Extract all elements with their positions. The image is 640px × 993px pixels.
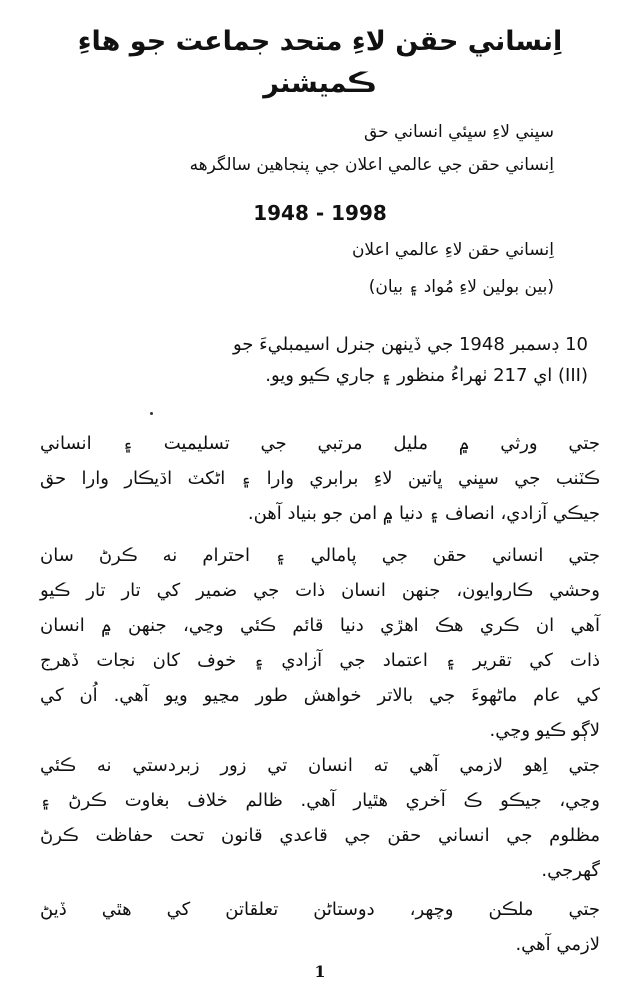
body-line: ذات کي تقرير ۽ اعتماد جي آزادي ۽ خوف کان نجات ڏهرج — [40, 650, 600, 671]
body-line: جتي انساني حقن جي پامالي ۽ احترام نه ڪرڻ سان — [40, 545, 600, 566]
document-title-line-1: اِنساني حقن لاءِ متحد جماعت جو هاءِ — [77, 26, 563, 57]
body-line: مظلوم جي انساني حقن جي قاعدي قانون تحت حفاظت ڪرڻ — [40, 825, 600, 846]
body-line: آهي ان ڪري هڪ اهڙي دنيا قائم ڪئي وڃي، جنهن ۾ انسان — [40, 615, 600, 636]
body-line: جتي ملڪن وچهر، دوستاڻن تعلقاتن کي هٿي ڏيڻ — [40, 899, 600, 920]
body-line: گهرجي. — [541, 860, 600, 881]
body-line: وڃي، جيڪو ڪ آخري هٿيار آهي. ظالم خلاف بغاوت ڪرڻ ۽ — [40, 790, 600, 811]
body-line: وحشي ڪاروايون، جنهن انسان ذات جي ضمير کي تار تار ڪيو — [40, 580, 600, 601]
year-range: 1948 - 1998 — [253, 201, 387, 225]
body-line: جتي ورثي ۾ مليل مرتبي جي تسليميت ۽ انساني — [40, 433, 600, 454]
declaration-title: اِنساني حقن لاءِ عالمي اعلان — [351, 240, 554, 260]
intro-line-2: (III) اي 217 ٺهراءُ منظور ۽ جاري ڪيو ويو. — [265, 365, 588, 386]
intro-line-1: 10 ڊسمبر 1948 جي ڏينهن جنرل اسيمبليءَ جو — [233, 334, 588, 355]
body-line: جتي اِهو لازمي آهي ته انسان تي زور زبردستي نه ڪئي — [40, 755, 600, 776]
body-line: جيڪي آزادي، انصاف ۽ دنيا ۾ امن جو بنياد آهن. — [247, 503, 600, 524]
body-line: ڪٽنب جي سڀني ڀاتين لاءِ برابري وارا ۽ اڻکٽ اڌيڪار وارا حق — [40, 468, 600, 489]
subtitle-line-1: سڀني لاءِ سڀئي انساني حق — [363, 122, 554, 142]
subtitle-line-2: اِنساني حقن جي عالمي اعلان جي پنجاهين سالگرهه — [189, 155, 554, 175]
body-line: لاڳو ڪيو وڃي. — [489, 720, 600, 741]
body-line: لازمي آهي. — [515, 934, 600, 955]
stray-mark — [150, 412, 153, 415]
declaration-subtitle: (بين بولين لاءِ مُواد ۽ بيان) — [368, 277, 554, 297]
page-number: 1 — [314, 962, 326, 981]
document-title-line-2: ڪميشنر — [263, 68, 377, 99]
body-line: کي عام ماڻهوءَ جي بالاتر خواهش طور مڃيو ويو آهي. اُن کي — [40, 685, 600, 706]
